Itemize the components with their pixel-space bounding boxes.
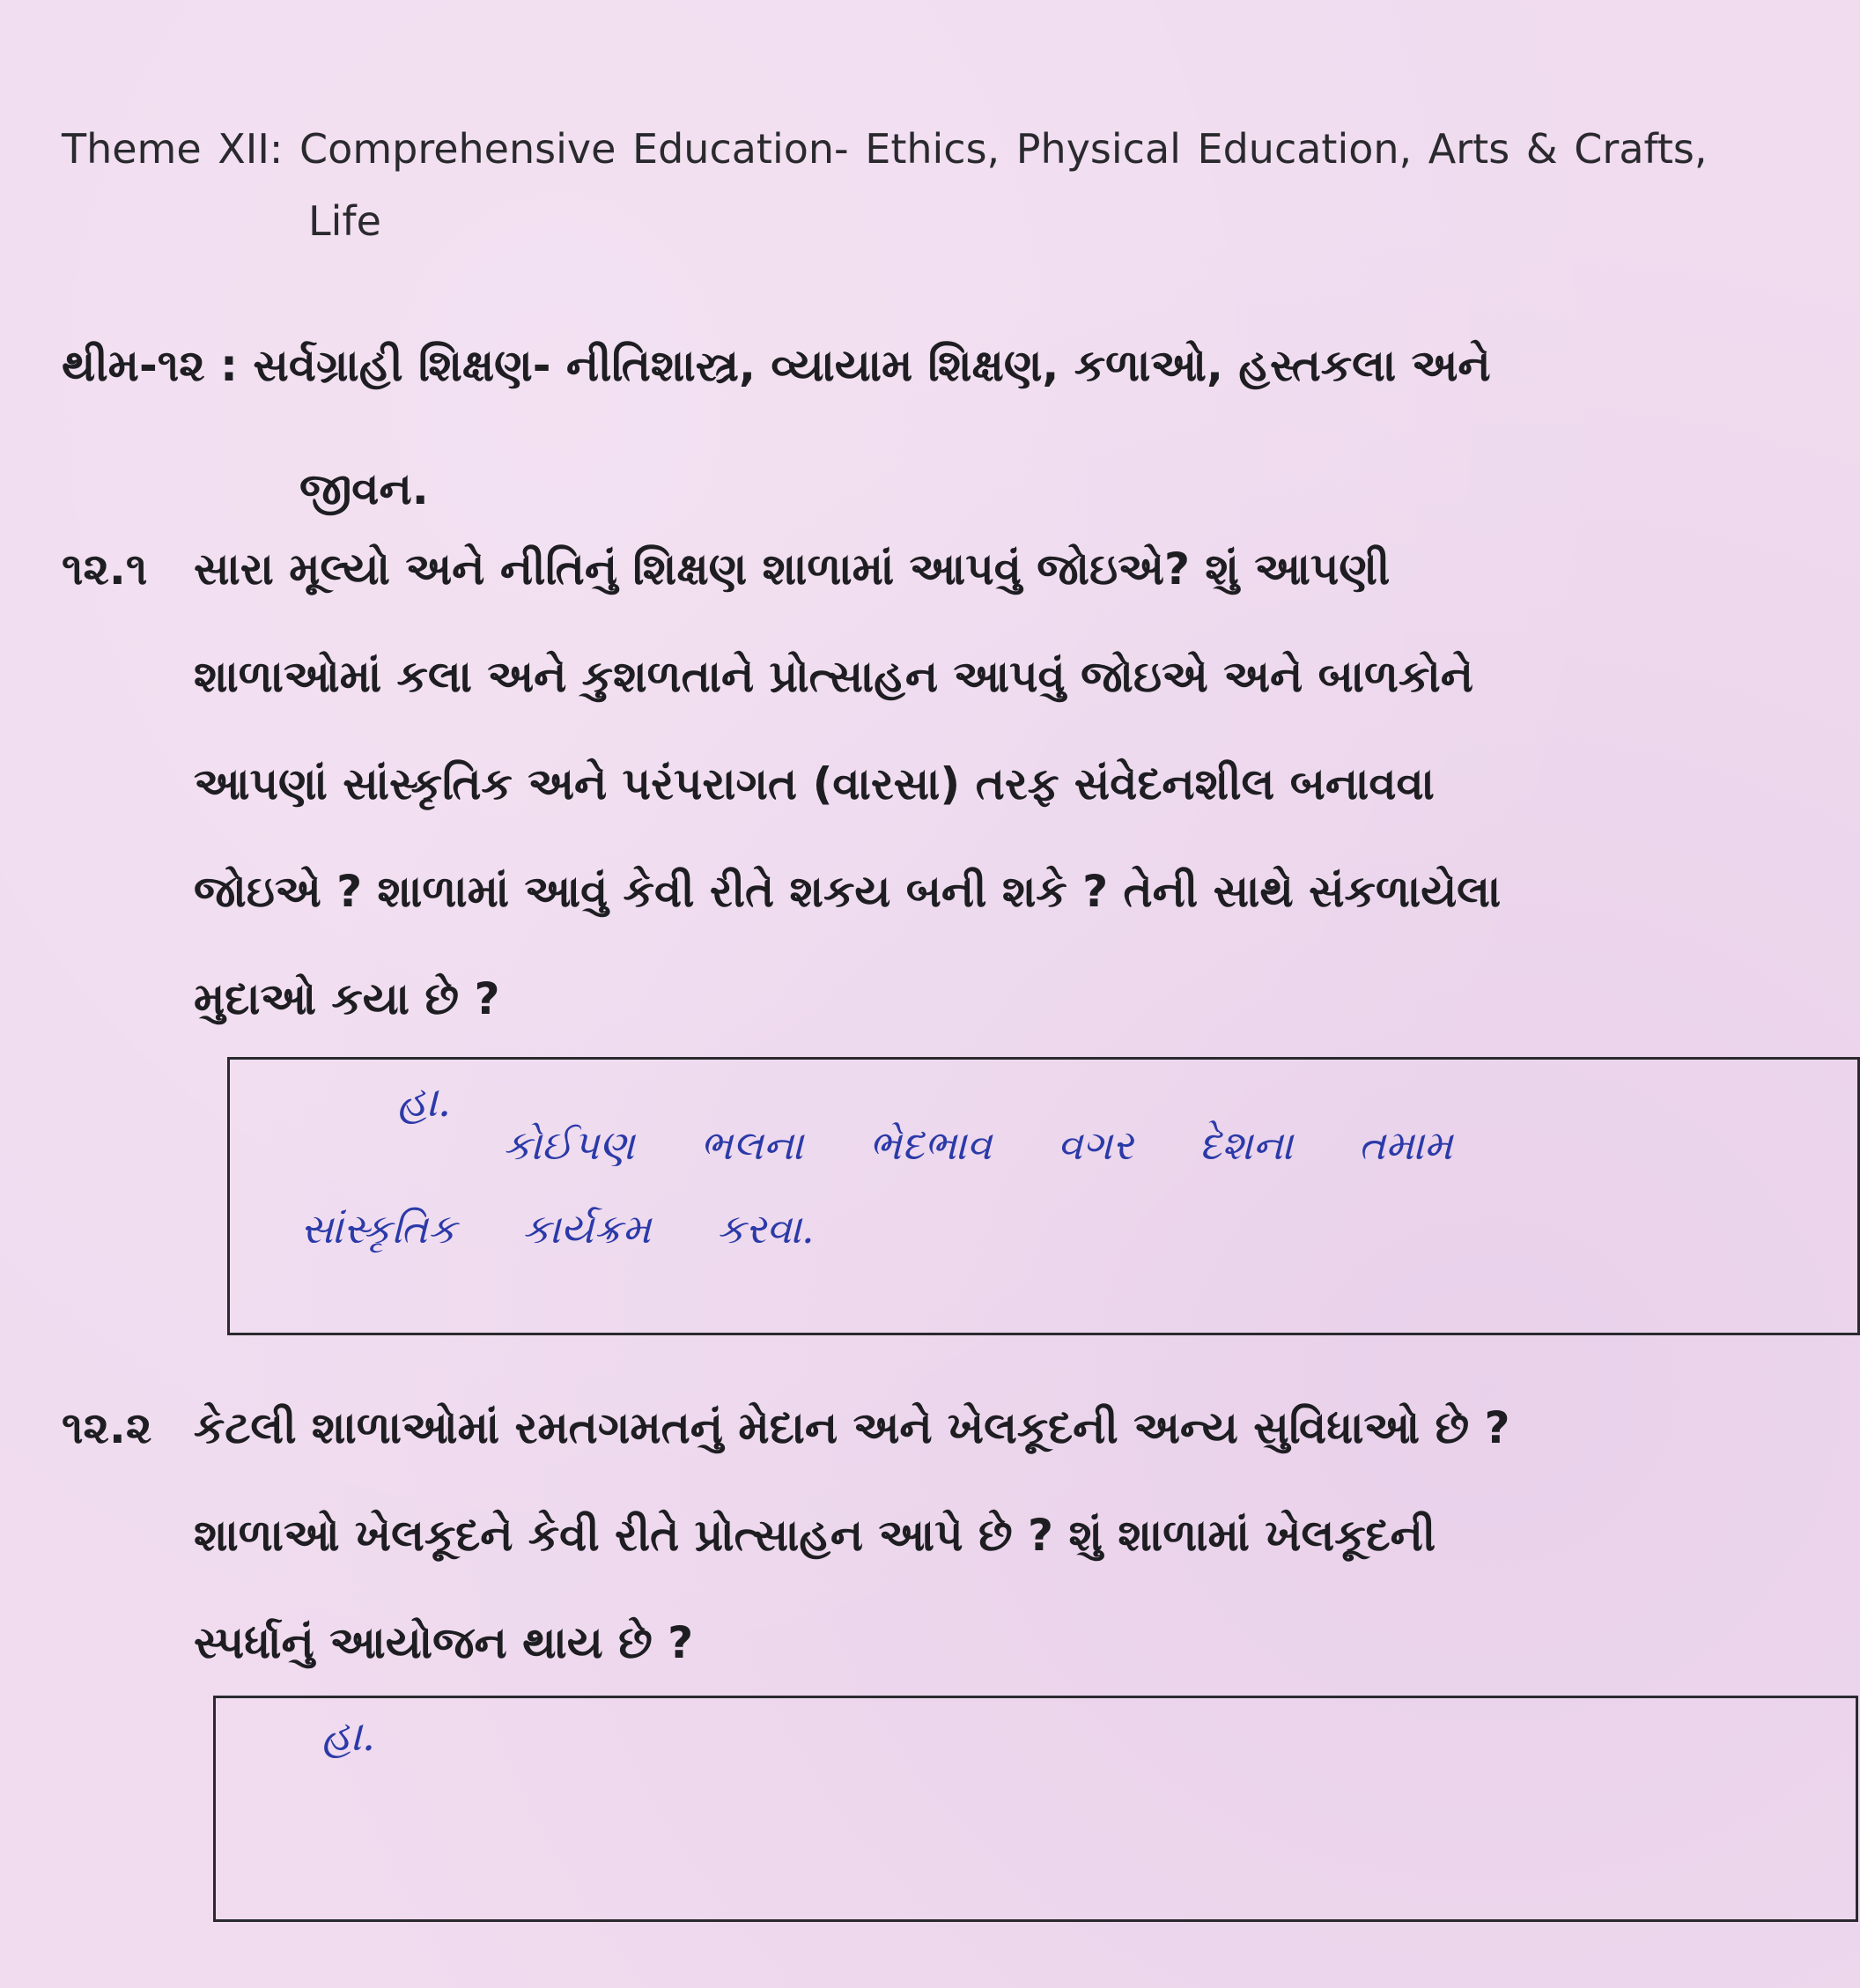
question-line: સ્પર્ધાનું આયોજન થાય છે ? [194, 1617, 694, 1668]
question-number: ૧૨.૧ [62, 543, 148, 595]
answer-label: હા. [321, 1711, 376, 1761]
theme-title-gujarati-line1: થીમ-૧૨ : સર્વગ્રાહી શિક્ષણ- નીતિશાસ્ત્ર, વ્યાયામ શિક્ષણ, કળાઓ, હસ્તકલા અને [62, 340, 1491, 391]
question-line: મુદાઓ કયા છે ? [194, 973, 500, 1024]
theme-title-english-line2: Life [308, 197, 381, 245]
question-line [62, 1374, 1779, 1482]
theme-title-gujarati [62, 304, 1779, 551]
question-text: સારા મૂલ્યો અને નીતિનું શિક્ષણ શાળામાં આપવું જોઇએ? શું આપણી [194, 543, 1391, 595]
question-12-1 [62, 515, 1779, 1053]
question-line: શાળાઓમાં કલા અને કુશળતાને પ્રોત્સાહન આપવું જોઇએ અને બાળકોને [194, 651, 1474, 702]
answer-text-line2: સાંસ્કૃતિક કાર્યક્રમ કરવા. [300, 1205, 815, 1253]
question-12-2 [62, 1374, 1779, 1696]
answer-label: હા. [397, 1077, 452, 1127]
theme-title-english [62, 113, 1779, 257]
question-number: ૧૨.૨ [62, 1402, 152, 1453]
question-line [62, 515, 1779, 623]
question-line: જોઇએ ? શાળામાં આવું કેવી રીતે શકય બની શકે ? તેની સાથે સંકળાયેલા [194, 866, 1502, 917]
answer-box-12-2[interactable] [213, 1696, 1858, 1922]
question-line: શાળાઓ ખેલકૂદને કેવી રીતે પ્રોત્સાહન આપે છે ? શું શાળામાં ખેલકૂદની [194, 1510, 1436, 1561]
answer-box-12-1[interactable] [227, 1057, 1860, 1335]
theme-title-gujarati-line2: જીવન. [299, 463, 429, 514]
question-line: આપણાં સાંસ્કૃતિક અને પરંપરાગત (વારસા) તરફ સંવેદનશીલ બનાવવા [194, 758, 1435, 809]
theme-title-english-line1: Theme XII: Comprehensive Education- Ethics, Physical Education, Arts & Crafts, [62, 125, 1708, 173]
answer-text-line1: કોઈપણ ભલના ભેદભાવ વગર દેશના તમામ [503, 1121, 1453, 1169]
question-text: કેટલી શાળાઓમાં રમતગમતનું મેદાન અને ખેલકૂદની અન્ય સુવિધાઓ છે ? [194, 1402, 1510, 1453]
